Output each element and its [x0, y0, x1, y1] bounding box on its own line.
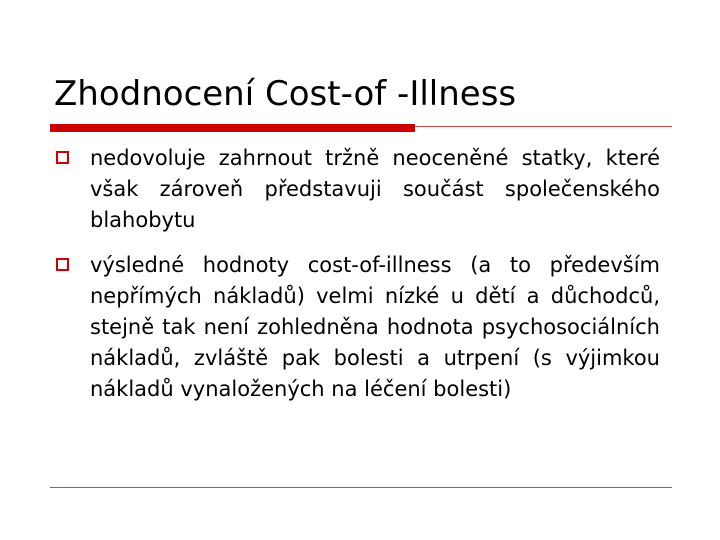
square-bullet-icon	[56, 151, 69, 164]
bullet-text: výsledné hodnoty cost-of-illness (a to především nepřímých nákladů) velmi nízké u dětí a důchodců, stejně tak není zohledněna hodnota psychosociálních nákladů, zvláště pak bolesti a utrpení (s výjimkou nákladů vynaložených na léčení bolesti)	[90, 253, 660, 401]
footer-divider-line	[50, 487, 672, 488]
title-accent-bar	[50, 124, 415, 132]
bullet-text: nedovoluje zahrnout tržně neoceněné statky, které však zároveň představuji součást společenského blahobytu	[90, 146, 660, 232]
bullet-item	[54, 143, 660, 236]
square-bullet-icon	[56, 258, 69, 271]
bullet-list	[54, 143, 660, 419]
bullet-item	[54, 250, 660, 405]
slide-title: Zhodnocení Cost-of -Illness	[54, 74, 517, 114]
